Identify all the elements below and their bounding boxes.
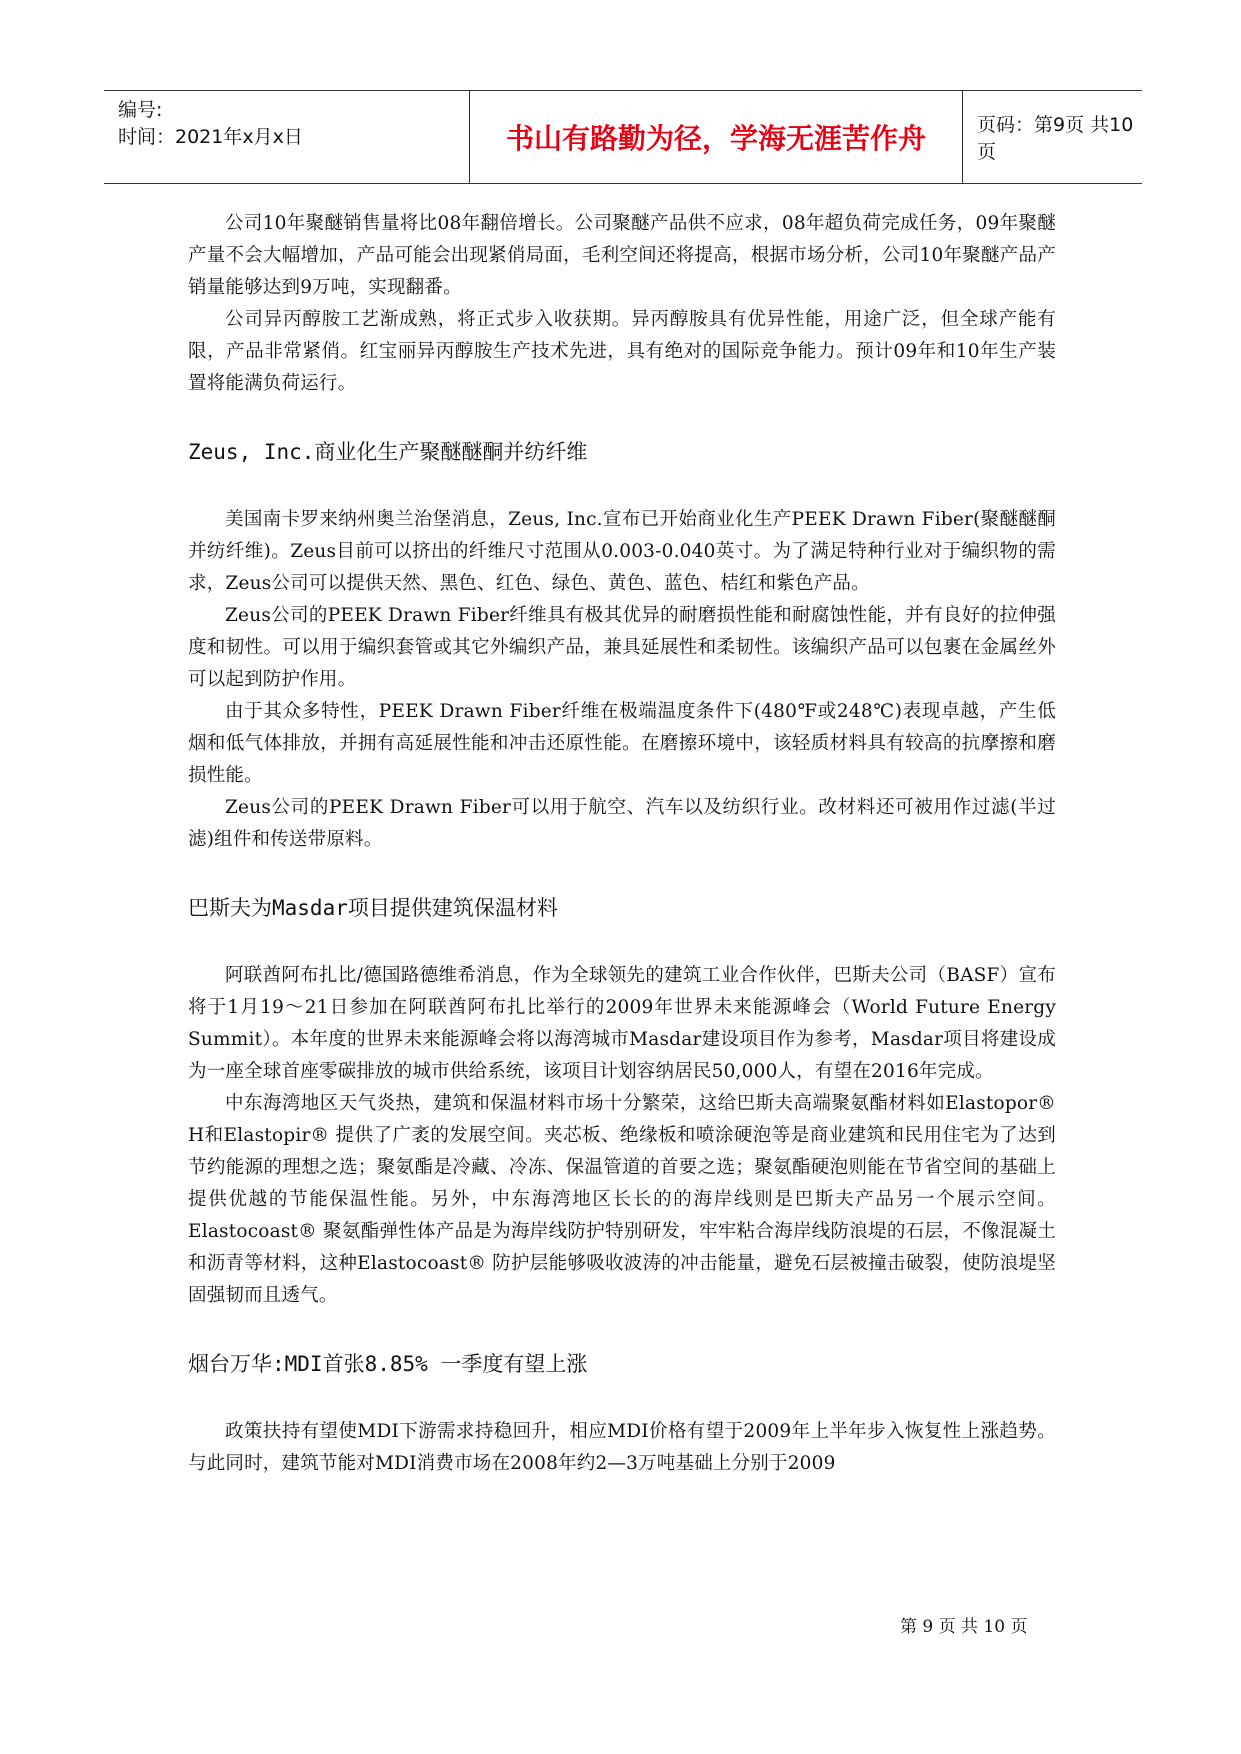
section-heading-wanhua: 烟台万华:MDI首张8.85% 一季度有望上涨: [188, 1352, 588, 1376]
body-paragraph: 政策扶持有望使MDI下游需求持稳回升，相应MDI价格有望于2009年上半年步入恢复性上涨趋势。与此同时，建筑节能对MDI消费市场在2008年约2—3万吨基础上分别于2009: [188, 1421, 1056, 1474]
body-paragraph: 公司10年聚醚销售量将比08年翻倍增长。公司聚醚产品供不应求，08年超负荷完成任务，09年聚醚产量不会大幅增加，产品可能会出现紧俏局面，毛利空间还将提高，根据市场分析，公司10年聚醚产品产销量能够达到9万吨，实现翻番。: [188, 213, 1056, 298]
body-paragraph: 由于其众多特性，PEEK Drawn Fiber纤维在极端温度条件下(480℉或248℃)表现卓越，产生低烟和低气体排放，并拥有高延展性能和冲击还原性能。在磨擦环境中，该轻质材料具有较高的抗摩擦和磨损性能。: [188, 701, 1056, 786]
document-body: [188, 208, 1056, 1480]
header-page-info: 页码：第9页 共10页: [977, 114, 1134, 163]
header-motto: 书山有路勤为径，学海无涯苦作舟: [470, 91, 963, 183]
body-paragraph: 阿联酋阿布扎比/德国路德维希消息，作为全球领先的建筑工业合作伙伴，巴斯夫公司（BASF）宣布将于1月19～21日参加在阿联酋阿布扎比举行的2009年世界未来能源峰会（World Future Energy Summit）。本年度的世界未来能源峰会将以海湾城市Masdar建设项目作为参考，Masdar项目将建设成为一座全球首座零碳排放的城市供给系统，该项目计划容纳居民50,000人，有望在2016年完成。: [188, 965, 1056, 1082]
body-paragraph: 中东海湾地区天气炎热，建筑和保温材料市场十分繁荣，这给巴斯夫高端聚氨酯材料如Elastopor® H和Elastopir® 提供了广袤的发展空间。夹芯板、绝缘板和喷涂硬泡等是商业建筑和民用住宅为了达到节约能源的理想之选；聚氨酯是冷藏、冷冻、保温管道的首要之选；聚氨酯硬泡则能在节省空间的基础上提供优越的节能保温性能。另外，中东海湾地区长长的的海岸线则是巴斯夫产品另一个展示空间。Elastocoast® 聚氨酯弹性体产品是为海岸线防护特别研发，牢牢粘合海岸线防浪堤的石层，不像混凝土和沥青等材料，这种Elastocoast® 防护层能够吸收波涛的冲击能量，避免石层被撞击破裂，使防浪堤坚固强韧而且透气。: [188, 1093, 1056, 1306]
body-paragraph: 公司异丙醇胺工艺渐成熟，将正式步入收获期。异丙醇胺具有优异性能，用途广泛，但全球产能有限，产品非常紧俏。红宝丽异丙醇胺生产技术先进，具有绝对的国际竞争能力。预计09年和10年生产装置将能满负荷运行。: [188, 309, 1056, 394]
section-heading-zeus: Zeus, Inc.商业化生产聚醚醚酮并纺纤维: [188, 440, 588, 464]
header-meta: [118, 91, 470, 183]
body-paragraph: Zeus公司的PEEK Drawn Fiber可以用于航空、汽车以及纺织行业。改材料还可被用作过滤(半过滤)组件和传送带原料。: [188, 797, 1056, 850]
body-paragraph: 美国南卡罗来纳州奥兰治堡消息，Zeus, Inc.宣布已开始商业化生产PEEK Drawn Fiber(聚醚醚酮并纺纤维)。Zeus目前可以挤出的纤维尺寸范围从0.003-0.040英寸。为了满足特种行业对于编织物的需求，Zeus公司可以提供天然、黑色、红色、绿色、黄色、蓝色、桔红和紫色产品。: [188, 509, 1056, 594]
document-time-label: 时间：2021年x月x日: [118, 126, 303, 148]
document-number-label: 编号:: [118, 99, 163, 121]
section-heading-basf: 巴斯夫为Masdar项目提供建筑保温材料: [188, 896, 558, 920]
page-header: [104, 90, 1142, 184]
body-paragraph: Zeus公司的PEEK Drawn Fiber纤维具有极其优异的耐磨损性能和耐腐蚀性能，并有良好的拉伸强度和韧性。可以用于编织套管或其它外编织产品，兼具延展性和柔韧性。该编织产品可以包裹在金属丝外可以起到防护作用。: [188, 605, 1056, 690]
page-footer: 第 9 页 共 10 页: [900, 1617, 1028, 1637]
